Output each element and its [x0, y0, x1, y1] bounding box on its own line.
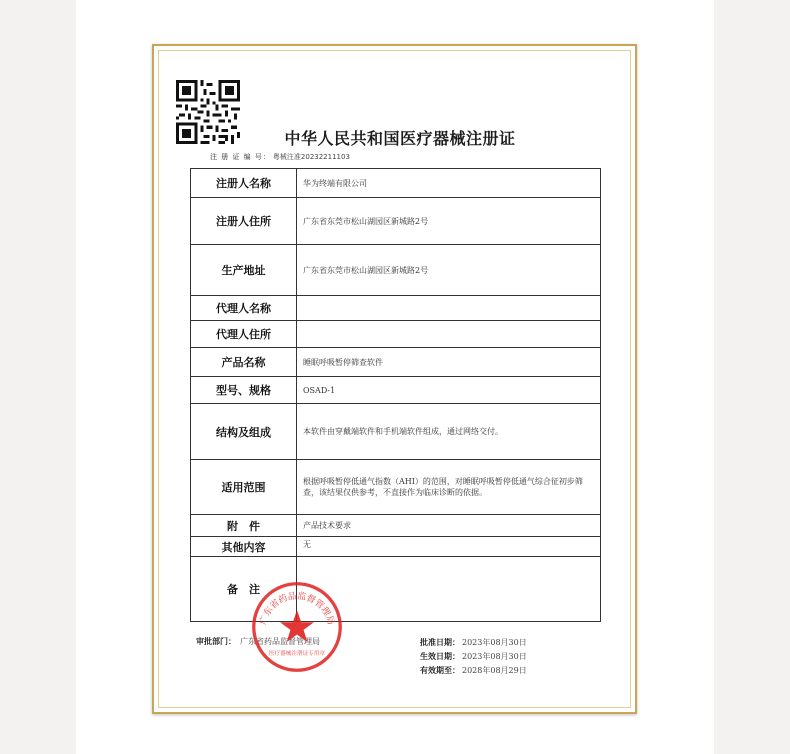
row-value: 无: [297, 537, 601, 557]
table-row: [191, 296, 601, 321]
table-row: [191, 460, 601, 515]
row-value: 产品技术要求: [297, 515, 601, 537]
effective-date-label: 生效日期：: [420, 652, 460, 661]
registration-number-label: 注 册 证 编 号：: [210, 153, 271, 161]
effective-date-value: 2023年08月30日: [462, 652, 527, 661]
row-label: 型号、规格: [191, 377, 297, 404]
row-label: 生产地址: [191, 245, 297, 296]
certificate-dates: [420, 636, 527, 678]
registration-number-value: 粤械注准20232211103: [272, 153, 350, 161]
table-row: [191, 321, 601, 348]
expiry-date-value: 2028年08月29日: [462, 666, 527, 675]
table-row: [191, 537, 601, 557]
row-label: 代理人住所: [191, 321, 297, 348]
effective-date-line: [420, 650, 527, 664]
row-label: 其他内容: [191, 537, 297, 557]
table-row: [191, 348, 601, 377]
approval-date-label: 批准日期：: [420, 638, 460, 647]
seal-text: 广东省药品监督管理局: [258, 591, 336, 627]
table-row: [191, 169, 601, 198]
row-value: 广东省东莞市松山湖园区新城路2号: [297, 245, 601, 296]
approval-date-line: [420, 636, 527, 650]
row-value: 根据呼吸暂停低通气指数（AHI）的范围，对睡眠呼吸暂停低通气综合征初步筛查，该结果仅供参考，不直接作为临床诊断的依据。: [297, 460, 601, 515]
row-label: 结构及组成: [191, 404, 297, 460]
row-label: 备 注: [191, 557, 297, 622]
row-label: 注册人住所: [191, 198, 297, 245]
row-value: 睡眠呼吸暂停筛查软件: [297, 348, 601, 377]
table-row: [191, 515, 601, 537]
row-label: 产品名称: [191, 348, 297, 377]
row-value: 广东省东莞市松山湖园区新城路2号: [297, 198, 601, 245]
row-value: [297, 321, 601, 348]
row-value: [297, 296, 601, 321]
row-label: 代理人名称: [191, 296, 297, 321]
certificate-table: [190, 168, 601, 622]
table-row: [191, 404, 601, 460]
seal-bottom-text: 医疗器械注册证专用章: [268, 651, 326, 658]
row-label: 附 件: [191, 515, 297, 537]
official-seal-stamp: [250, 580, 344, 674]
row-value: 本软件由穿戴端软件和手机端软件组成，通过网络交付。: [297, 404, 601, 460]
table-row: [191, 377, 601, 404]
certificate-title: 中华人民共和国医疗器械注册证: [284, 129, 516, 148]
row-value: 华为终端有限公司: [297, 169, 601, 198]
table-row: [191, 198, 601, 245]
approval-department-value: 广东省药品监督管理局: [240, 637, 320, 646]
qr-code-icon: [176, 80, 240, 144]
expiry-date-line: [420, 664, 527, 678]
table-row: [191, 245, 601, 296]
registration-number: [210, 152, 350, 162]
row-label: 注册人名称: [191, 169, 297, 198]
row-label: 适用范围: [191, 460, 297, 515]
expiry-date-label: 有效期至：: [420, 666, 460, 675]
approval-department-label: 审批部门：: [196, 637, 236, 646]
approval-date-value: 2023年08月30日: [462, 638, 527, 647]
seal-star-icon: [280, 610, 314, 642]
row-value: OSAD-1: [297, 377, 601, 404]
